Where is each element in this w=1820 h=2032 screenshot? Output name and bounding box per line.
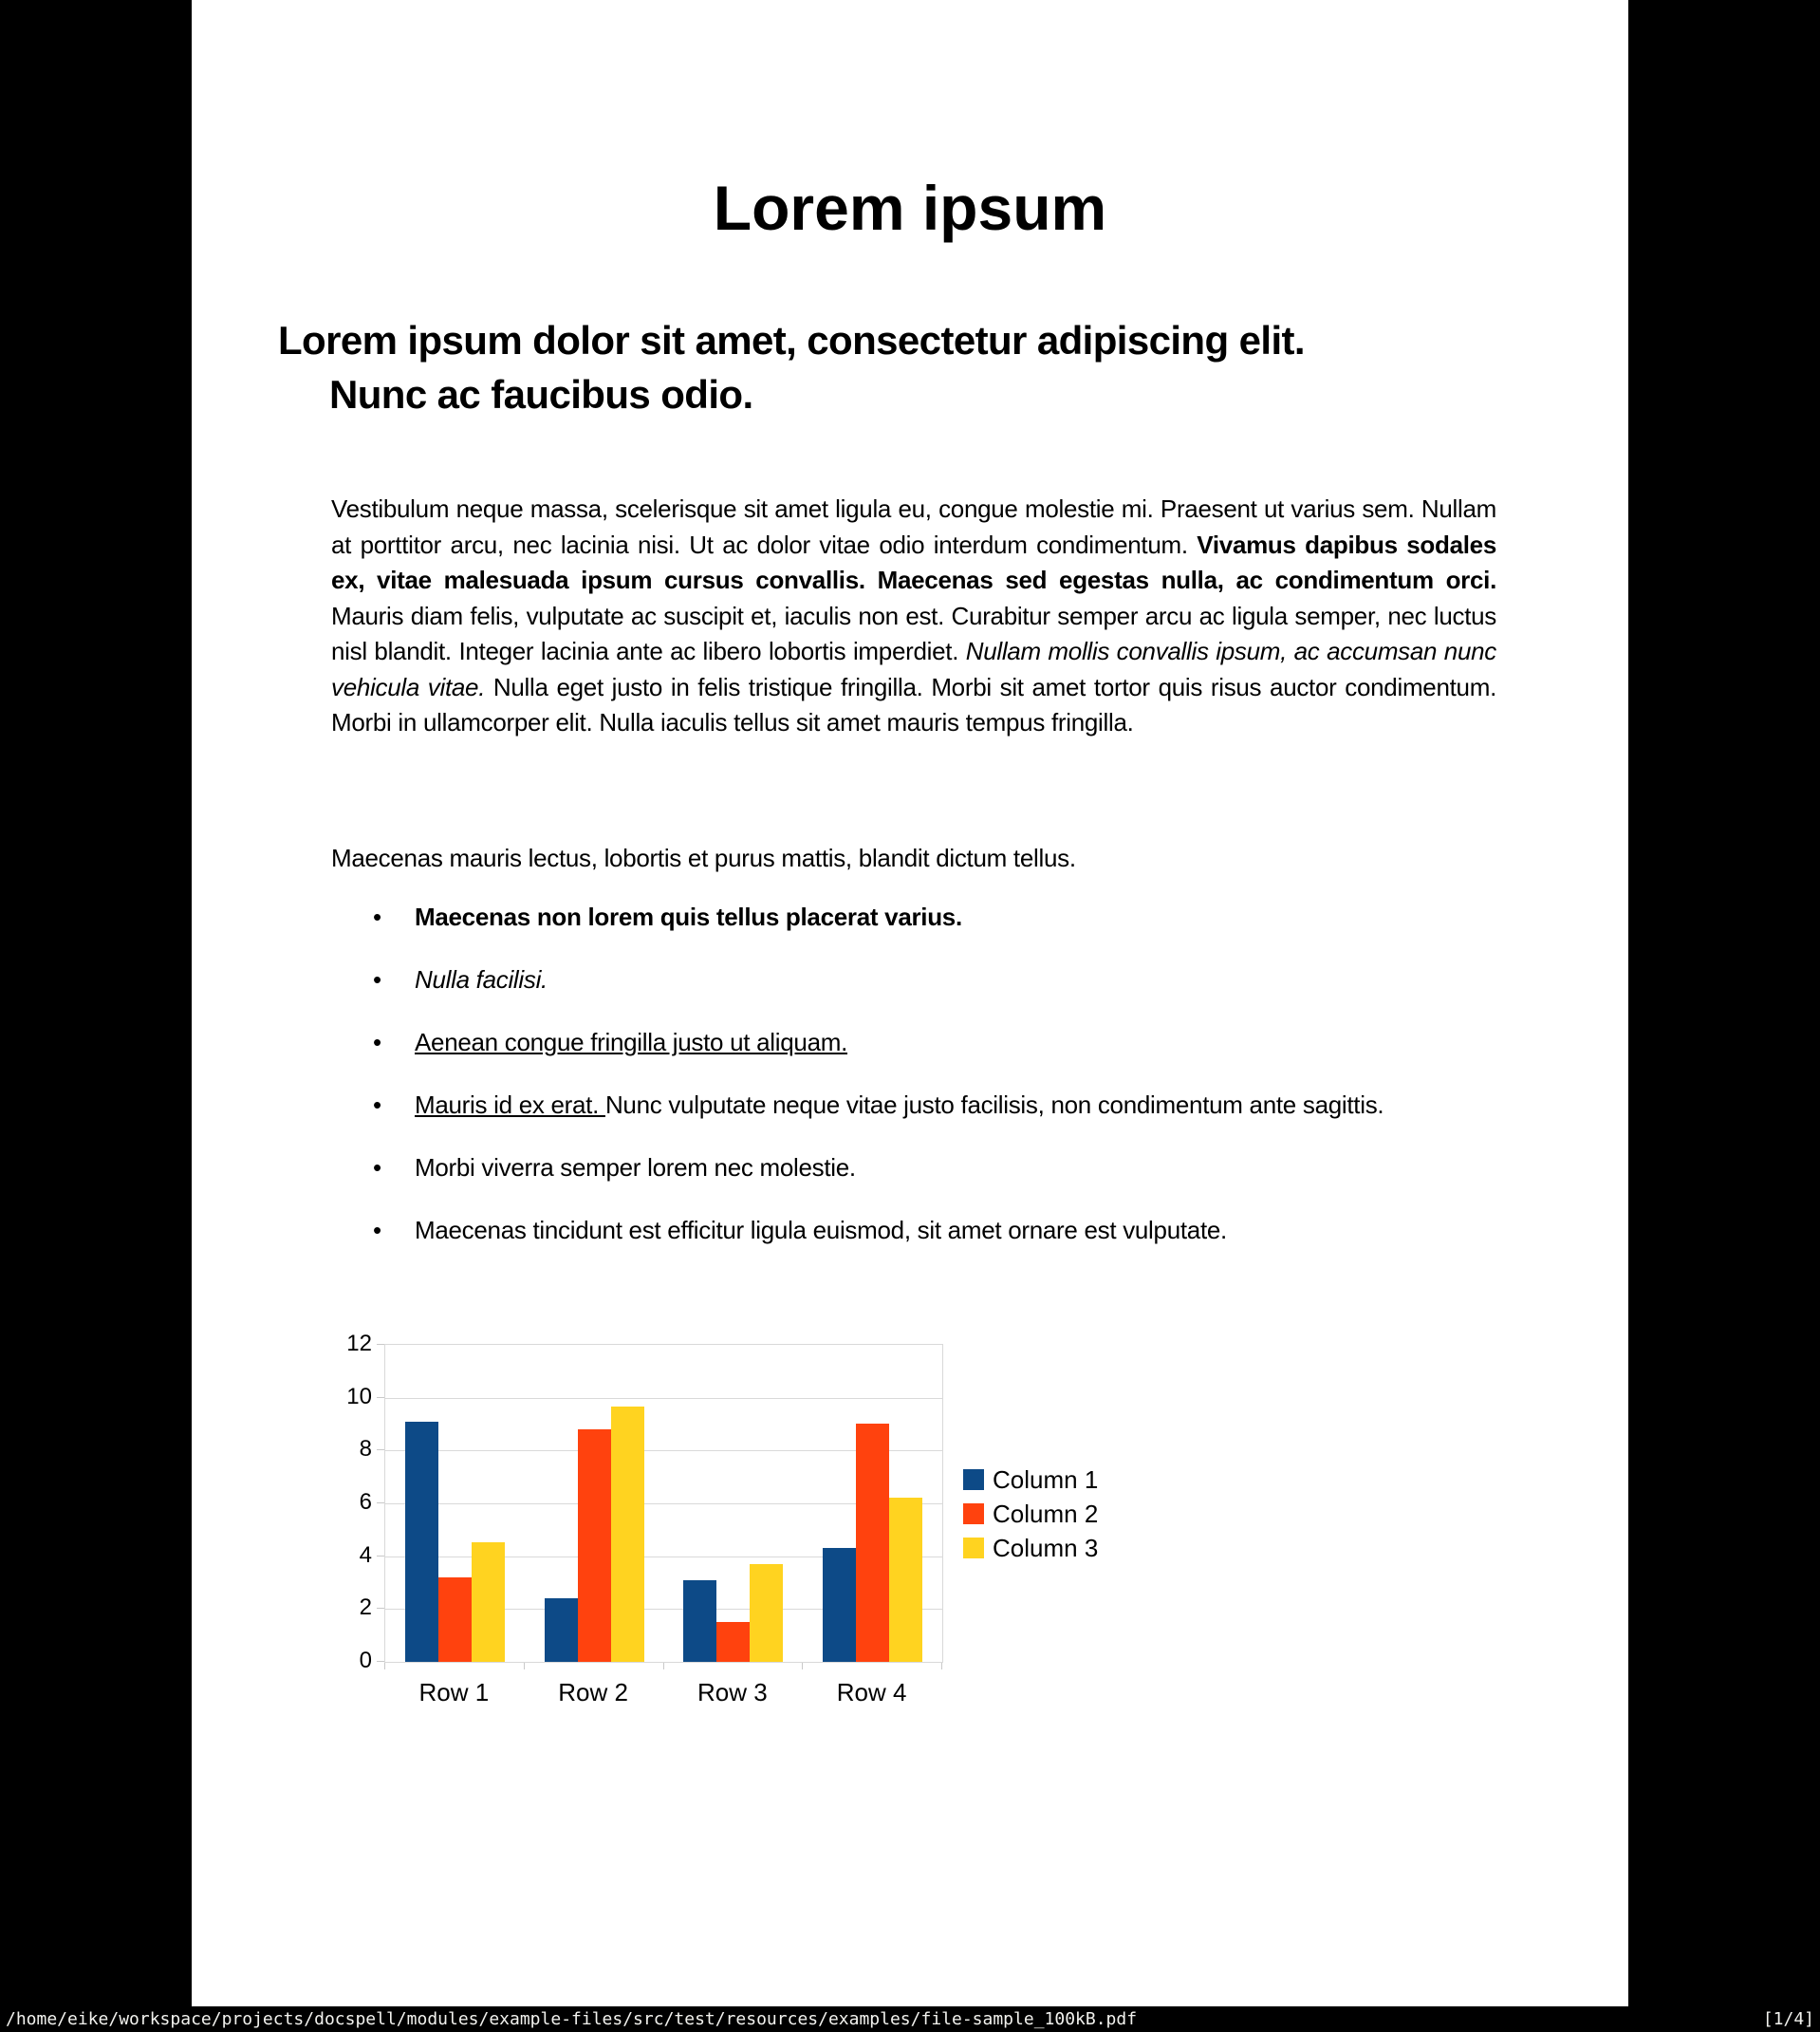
bar-column-1 [683,1580,716,1662]
paragraph-run-bold: Vivamus dapibus sodales ex, vitae malesuada ipsum cursus convallis. Maecenas sed egestas nulla, ac condimentum orci. [331,530,1496,594]
bar-column-3 [472,1542,505,1662]
document-page[interactable] [192,0,1628,2006]
bullet-icon: • [373,1216,381,1244]
y-axis-tick-label: 0 [359,1648,372,1673]
bar-column-3 [889,1498,922,1662]
bullet-text: Morbi viverra semper lorem nec molestie. [415,1153,856,1182]
legend-swatch [963,1503,984,1524]
legend-row [963,1463,1098,1497]
paragraph-run-italic: Nullam mollis convallis ipsum, ac accumsan nunc vehicula vitae. [331,637,1496,701]
list-item [373,900,1687,936]
x-axis-tick-mark [384,1663,385,1669]
bar-column-2 [856,1424,889,1662]
legend-swatch [963,1469,984,1490]
list-item [373,1150,1687,1186]
x-axis-category-label: Row 2 [558,1678,628,1706]
list-item [373,1213,1687,1249]
chart-plot-area [384,1344,943,1663]
document-title: Lorem ipsum [713,173,1107,243]
legend-label: Column 2 [993,1499,1099,1528]
list-item [373,1025,1687,1061]
legend-swatch [963,1538,984,1558]
y-axis-tick-label: 12 [346,1331,372,1356]
bar-column-3 [750,1564,783,1662]
heading-line-1: Lorem ipsum dolor sit amet, consectetur adipiscing elit. [278,318,1305,363]
x-axis-tick-mark [802,1663,803,1669]
gridline [385,1398,942,1399]
y-axis-tick-label: 10 [346,1383,372,1409]
paragraph-run-normal: Nulla eget justo in felis tristique fringilla. Morbi sit amet tortor quis risus auctor condimentum. Morbi in ullamcorper elit. Nulla iaculis tellus sit amet mauris tempus fringilla. [331,672,1496,736]
bullet-icon: • [373,903,381,931]
legend-label: Column 3 [993,1533,1099,1562]
y-axis-tick-mark [377,1502,384,1503]
bullet-text: Maecenas tincidunt est efficitur ligula euismod, sit amet ornare est vulputate. [415,1216,1227,1244]
paragraph-run-normal: Vestibulum neque massa, scelerisque sit amet ligula eu, congue molestie mi. Praesent ut varius sem. Nullam at porttitor arcu, nec lacinia nisi. Ut ac dolor vitae odio interdum condimentum. [331,494,1496,559]
y-axis-tick-label: 6 [359,1489,372,1515]
bullet-icon: • [373,1091,381,1119]
x-axis-tick-mark [941,1663,942,1669]
bar-column-1 [823,1548,856,1662]
bullet-list [373,900,1687,1276]
list-intro-line: Maecenas mauris lectus, lobortis et purus mattis, blandit dictum tellus. [331,844,1076,872]
legend-label: Column 1 [993,1464,1099,1494]
x-axis-tick-mark [663,1663,664,1669]
bullet-icon: • [373,965,381,994]
statusbar [0,2006,1820,2032]
bullet-text: Aenean congue fringilla justo ut aliquam. [415,1028,848,1056]
bar-column-1 [405,1422,438,1662]
heading-line-2: Nunc ac faucibus odio. [329,372,753,417]
legend-row [963,1531,1098,1565]
list-item [373,1088,1687,1124]
x-axis-category-label: Row 4 [836,1678,907,1706]
body-paragraph [331,492,1496,741]
bullet-icon: • [373,1028,381,1056]
bar-column-2 [438,1577,472,1662]
bullet-text-normal: Nunc vulputate neque vitae justo facilisis, non condimentum ante sagittis. [604,1091,1384,1119]
paragraph-run-normal: Mauris diam felis, vulputate ac suscipit et, iaculis non est. Curabitur semper arcu ac ligula semper, nec luctus nisl blandit. Integer lacinia ante ac libero lobortis imperdiet. [331,601,1496,665]
statusbar-page-indicator: [1/4] [1762,2009,1814,2029]
legend-row [963,1497,1098,1531]
bar-column-1 [545,1598,578,1662]
list-item [373,962,1687,998]
y-axis-tick-mark [377,1661,384,1662]
chart-legend [963,1463,1098,1565]
bullet-icon: • [373,1153,381,1182]
y-axis-tick-mark [377,1397,384,1398]
statusbar-file-path: /home/eike/workspace/projects/docspell/modules/example-files/src/test/resources/examples/file-sample_100kB.pdf [6,2009,1138,2029]
y-axis-tick-label: 2 [359,1594,372,1621]
y-axis-tick-mark [377,1608,384,1609]
y-axis-tick-label: 8 [359,1436,372,1463]
document-heading [192,313,1520,421]
bar-column-2 [716,1622,750,1662]
bar-column-2 [578,1429,611,1662]
bar-column-3 [611,1407,644,1662]
x-axis-category-label: Row 1 [418,1678,490,1706]
y-axis-tick-mark [377,1556,384,1557]
bullet-text [415,1088,1687,1124]
y-axis-tick-label: 4 [359,1541,372,1568]
bullet-text: Nulla facilisi. [415,965,548,994]
x-axis-tick-mark [524,1663,525,1669]
x-axis-category-label: Row 3 [697,1678,768,1706]
y-axis-tick-mark [377,1344,384,1345]
bullet-text: Maecenas non lorem quis tellus placerat varius. [415,903,962,931]
bullet-text-underlined: Mauris id ex erat. [415,1091,605,1119]
bar-chart [285,1324,1291,1718]
y-axis-tick-mark [377,1449,384,1450]
